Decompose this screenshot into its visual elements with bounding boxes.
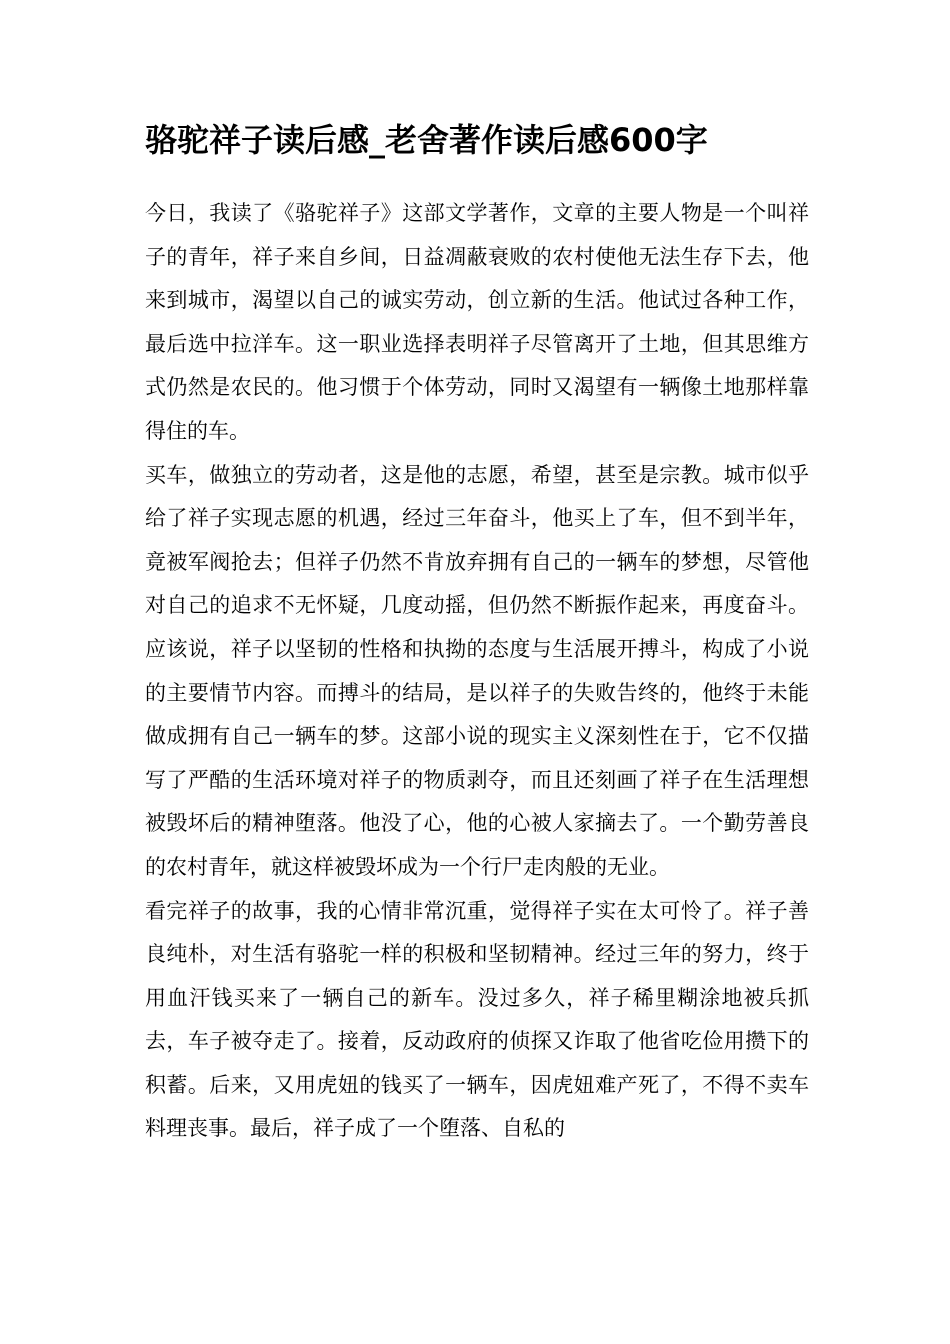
paragraph-2: 买车，做独立的劳动者，这是他的志愿，希望，甚至是宗教。城市似乎给了祥子实现志愿的机遇，经过三年奋斗，他买上了车，但不到半年，竟被军阀抢去；但祥子仍然不肯放弃拥有自己的一辆车的梦想，尽管他对自己的追求不无怀疑，几度动摇，但仍然不断振作起来，再度奋斗。应该说，祥子以坚韧的性格和执拗的态度与生活展开搏斗，构成了小说的主要情节内容。而搏斗的结局，是以祥子的失败告终的，他终于未能做成拥有自己一辆车的梦。这部小说的现实主义深刻性在于，它不仅描写了严酷的生活环境对祥子的物质剥夺，而且还刻画了祥子在生活理想被毁坏后的精神堕落。他没了心，他的心被人家摘去了。一个勤劳善良的农村青年，就这样被毁坏成为一个行尸走肉般的无业。 [145, 462, 809, 879]
document-title: 骆驼祥子读后感_老舍著作读后感600字 [145, 121, 708, 159]
paragraph-1: 今日，我读了《骆驼祥子》这部文学著作，文章的主要人物是一个叫祥子的青年，祥子来自乡间，日益凋蔽衰败的农村使他无法生存下去，他来到城市，渴望以自己的诚实劳动，创立新的生活。他试过各种工作，最后选中拉洋车。这一职业选择表明祥子尽管离开了土地，但其思维方式仍然是农民的。他习惯于个体劳动，同时又渴望有一辆像土地那样靠得住的车。 [145, 201, 809, 443]
paragraph-3: 看完祥子的故事，我的心情非常沉重，觉得祥子实在太可怜了。祥子善良纯朴，对生活有骆驼一样的积极和坚韧精神。经过三年的努力，终于用血汗钱买来了一辆自己的新车。没过多久，祥子稀里糊涂地被兵抓去，车子被夺走了。接着，反动政府的侦探又诈取了他省吃俭用攒下的积蓄。后来，又用虎妞的钱买了一辆车，因虎妞难产死了，不得不卖车料理丧事。最后，祥子成了一个堕落、自私的 [145, 898, 809, 1141]
document-body [145, 192, 809, 1151]
